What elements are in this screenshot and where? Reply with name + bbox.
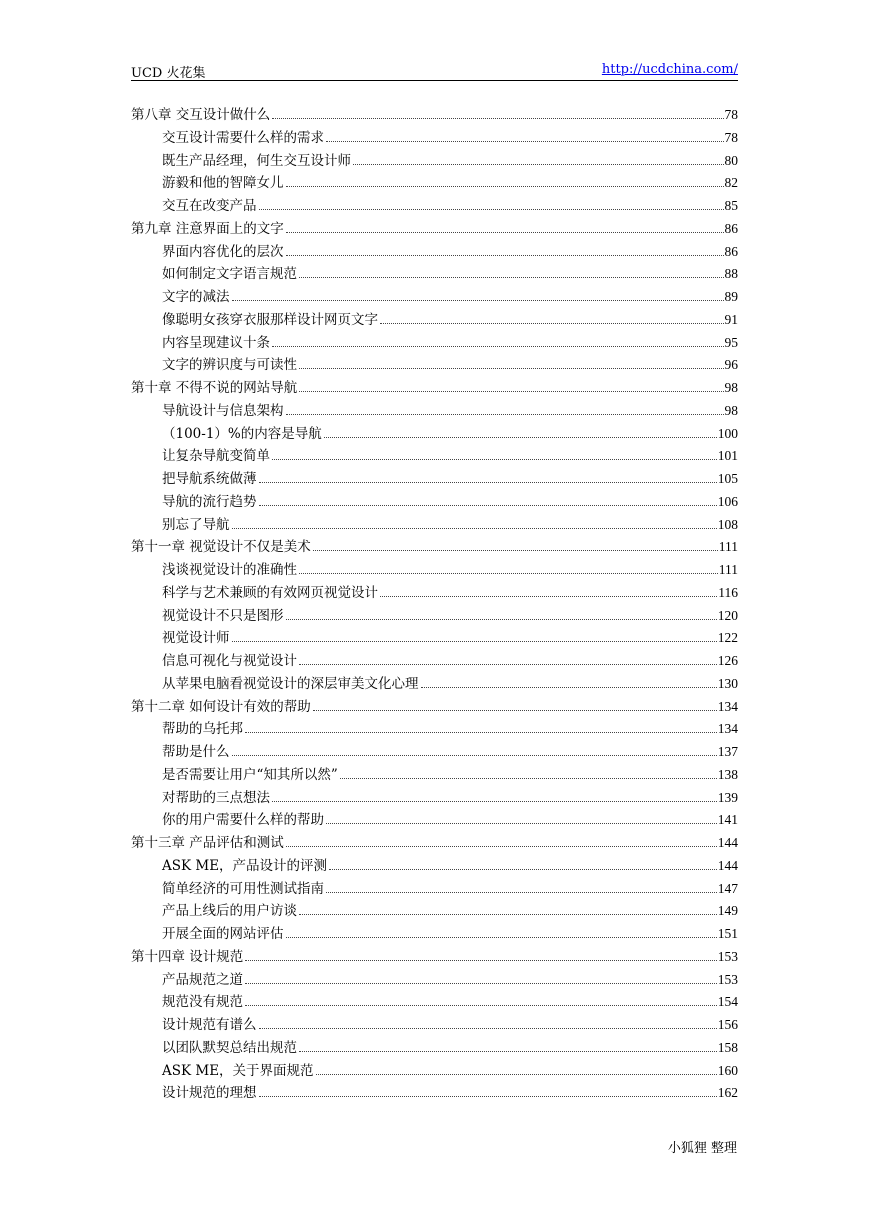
toc-section-entry[interactable] [131, 332, 738, 355]
toc-entry-title: （100-1）%的内容是导航 [162, 425, 322, 442]
toc-section-entry[interactable] [131, 1082, 738, 1105]
toc-page-number: 78 [724, 129, 738, 145]
toc-section-entry[interactable] [131, 559, 738, 582]
toc-page-number: 130 [717, 675, 738, 691]
toc-dot-leader [286, 618, 717, 620]
toc-page-number: 137 [717, 744, 738, 759]
toc-section-entry[interactable] [131, 491, 738, 514]
toc-page-number: 149 [717, 903, 738, 919]
toc-entry-title: 交互设计需要什么样的需求 [162, 129, 324, 146]
toc-section-entry[interactable] [131, 718, 738, 741]
toc-page-number: 85 [724, 198, 738, 213]
toc-section-entry[interactable] [131, 969, 738, 992]
toc-entry-title: 界面内容优化的层次 [162, 243, 284, 260]
toc-page-number: 154 [717, 994, 738, 1010]
toc-page-number: 151 [717, 926, 738, 941]
toc-page-number: 111 [718, 562, 738, 577]
toc-entry-title: 规范没有规范 [162, 994, 243, 1011]
toc-entry-title: 第十四章 设计规范 [131, 948, 244, 965]
toc-entry-title: 第十章 不得不说的网站导航 [131, 380, 298, 396]
toc-dot-leader [340, 777, 717, 779]
toc-section-entry[interactable] [131, 878, 738, 901]
toc-dot-leader [299, 276, 724, 278]
toc-entry-title: 第十一章 视觉设计不仅是美术 [131, 539, 311, 556]
toc-chapter-entry[interactable] [131, 104, 738, 127]
toc-dot-leader [299, 572, 718, 574]
toc-dot-leader [245, 982, 717, 984]
toc-section-entry[interactable] [131, 1060, 738, 1083]
toc-section-entry[interactable] [131, 900, 738, 923]
toc-page-number: 89 [724, 289, 738, 304]
toc-page-number: 122 [717, 630, 738, 646]
toc-page-number: 162 [717, 1085, 738, 1101]
toc-section-entry[interactable] [131, 673, 738, 696]
toc-dot-leader [272, 117, 723, 119]
toc-dot-leader [299, 390, 723, 392]
toc-dot-leader [259, 208, 724, 210]
toc-entry-title: 内容呈现建议十条 [162, 334, 270, 351]
toc-section-entry[interactable] [131, 400, 738, 423]
toc-dot-leader [286, 845, 717, 847]
toc-page-number: 86 [724, 243, 738, 259]
toc-dot-leader [316, 1073, 717, 1075]
toc-entry-title: 简单经济的可用性测试指南 [162, 880, 324, 897]
toc-dot-leader [259, 1095, 717, 1097]
toc-section-entry[interactable] [131, 605, 738, 628]
toc-entry-title: 浅谈视觉设计的准确性 [162, 562, 297, 578]
toc-entry-title: 视觉设计不只是图形 [162, 607, 284, 624]
toc-section-entry[interactable] [131, 741, 738, 764]
toc-entry-title: 导航设计与信息架构 [162, 402, 284, 419]
toc-dot-leader [299, 1050, 717, 1052]
toc-dot-leader [313, 709, 717, 711]
toc-entry-title: 信息可视化与视觉设计 [162, 653, 297, 669]
toc-page-number: 86 [724, 220, 738, 236]
toc-page-number: 134 [717, 721, 738, 737]
toc-dot-leader [286, 185, 724, 187]
toc-page-number: 100 [717, 425, 738, 441]
toc-entry-title: 视觉设计师 [162, 630, 230, 647]
toc-entry-title: 游毅和他的智障女儿 [162, 175, 284, 192]
toc-entry-title: 帮助的乌托邦 [162, 721, 243, 738]
toc-dot-leader [326, 822, 717, 824]
toc-chapter-entry[interactable] [131, 377, 738, 400]
toc-chapter-entry[interactable] [131, 536, 738, 559]
toc-section-entry[interactable] [131, 582, 738, 605]
toc-dot-leader [245, 959, 716, 961]
toc-chapter-entry[interactable] [131, 946, 738, 969]
toc-dot-leader [299, 913, 717, 915]
toc-entry-title: 是否需要让用户“知其所以然” [162, 766, 338, 783]
toc-dot-leader [299, 663, 717, 665]
page-footer: 小狐狸 整理 [667, 1141, 737, 1156]
toc-section-entry[interactable] [131, 650, 738, 673]
toc-page-number: 153 [717, 971, 738, 987]
toc-page-number: 98 [724, 380, 738, 395]
toc-entry-title: 如何制定文字语言规范 [162, 266, 297, 283]
toc-page-number: 98 [724, 402, 738, 418]
toc-section-entry[interactable] [131, 445, 738, 468]
toc-section-entry[interactable] [131, 1037, 738, 1060]
toc-page-number: 139 [717, 789, 738, 805]
toc-page-number: 80 [724, 152, 738, 168]
toc-entry-title: 设计规范的理想 [162, 1085, 257, 1102]
toc-dot-leader [326, 140, 724, 142]
toc-page-number: 141 [717, 812, 738, 828]
toc-section-entry[interactable] [131, 468, 738, 491]
toc-dot-leader [380, 595, 717, 597]
toc-entry-title: ASK ME，关于界面规范 [162, 1062, 314, 1079]
toc-dot-leader [245, 1004, 717, 1006]
toc-section-entry[interactable] [131, 263, 738, 286]
toc-page-number: 144 [717, 835, 738, 850]
toc-section-entry[interactable] [131, 309, 738, 332]
toc-section-entry[interactable] [131, 514, 738, 537]
toc-entry-title: 导航的流行趋势 [162, 493, 257, 510]
toc-page-number: 111 [718, 539, 738, 555]
toc-entry-title: 设计规范有谱么 [162, 1017, 257, 1033]
toc-chapter-entry[interactable] [131, 218, 738, 241]
toc-dot-leader [313, 549, 718, 551]
toc-section-entry[interactable] [131, 172, 738, 195]
toc-entry-title: 第九章 注意界面上的文字 [131, 220, 284, 237]
toc-dot-leader [272, 458, 717, 460]
toc-dot-leader [259, 1027, 717, 1029]
toc-entry-title: 对帮助的三点想法 [162, 789, 270, 806]
toc-page-number: 147 [717, 880, 738, 896]
toc-page-number: 158 [717, 1039, 738, 1055]
toc-entry-title: 第十三章 产品评估和测试 [131, 835, 284, 851]
toc-dot-leader [272, 800, 717, 802]
toc-page-number: 116 [718, 584, 738, 600]
toc-dot-leader [286, 254, 724, 256]
toc-dot-leader [259, 481, 717, 483]
toc-dot-leader [380, 322, 724, 324]
toc-entry-title: 第八章 交互设计做什么 [131, 107, 271, 123]
toc-section-entry[interactable] [131, 241, 738, 264]
toc-entry-title: 既生产品经理，何生交互设计师 [162, 152, 351, 169]
toc-page-number: 106 [717, 493, 738, 509]
toc-dot-leader [232, 640, 717, 642]
toc-section-entry[interactable] [131, 1014, 738, 1037]
toc-page-number: 105 [717, 471, 738, 486]
toc-dot-leader [259, 504, 717, 506]
toc-chapter-entry[interactable] [131, 696, 738, 719]
toc-page-number: 95 [724, 334, 738, 350]
toc-page-number: 153 [717, 948, 738, 964]
toc-chapter-entry[interactable] [131, 832, 738, 855]
toc-entry-title: 文字的辨识度与可读性 [162, 357, 297, 374]
toc-dot-leader [326, 891, 717, 893]
toc-dot-leader [286, 413, 724, 415]
toc-section-entry[interactable] [131, 286, 738, 309]
toc-dot-leader [232, 754, 717, 756]
toc-page-number: 126 [717, 653, 738, 668]
toc-dot-leader [353, 163, 724, 165]
toc-section-entry[interactable] [131, 764, 738, 787]
header-link[interactable]: http://ucdchina.com/ [601, 62, 738, 77]
table-of-contents [131, 104, 738, 1105]
header-title: UCD 火花集 [131, 66, 206, 81]
toc-entry-title: 以团队默契总结出规范 [162, 1039, 297, 1056]
toc-dot-leader [232, 527, 717, 529]
toc-page-number: 160 [717, 1062, 738, 1078]
toc-section-entry[interactable] [131, 991, 738, 1014]
toc-dot-leader [245, 731, 717, 733]
toc-dot-leader [329, 868, 717, 870]
toc-dot-leader [232, 299, 724, 301]
toc-entry-title: 产品规范之道 [162, 971, 243, 988]
toc-entry-title: 别忘了导航 [162, 516, 230, 533]
toc-page-number: 156 [717, 1017, 738, 1032]
toc-dot-leader [286, 231, 724, 233]
toc-entry-title: 交互在改变产品 [162, 198, 257, 214]
toc-dot-leader [286, 936, 717, 938]
toc-section-entry[interactable] [131, 787, 738, 810]
toc-entry-title: 从苹果电脑看视觉设计的深层审美文化心理 [162, 675, 419, 692]
toc-entry-title: ASK ME，产品设计的评测 [162, 857, 328, 874]
toc-entry-title: 让复杂导航变简单 [162, 448, 270, 465]
toc-section-entry[interactable] [131, 150, 738, 173]
toc-entry-title: 帮助是什么 [162, 744, 230, 760]
toc-section-entry[interactable] [131, 354, 738, 377]
toc-page-number: 138 [717, 766, 738, 782]
toc-page-number: 101 [717, 448, 738, 464]
toc-section-entry[interactable] [131, 855, 738, 878]
toc-page-number: 134 [717, 698, 738, 714]
toc-entry-title: 文字的减法 [162, 289, 230, 305]
toc-page-number: 108 [717, 516, 738, 532]
toc-entry-title: 像聪明女孩穿衣服那样设计网页文字 [162, 311, 378, 328]
toc-page-number: 120 [717, 607, 738, 623]
toc-section-entry[interactable] [131, 923, 738, 946]
toc-page-number: 96 [724, 357, 738, 373]
toc-entry-title: 你的用户需要什么样的帮助 [162, 812, 324, 829]
toc-page-number: 82 [724, 175, 738, 191]
toc-dot-leader [421, 686, 717, 688]
toc-page-number: 88 [724, 266, 738, 282]
page-header [131, 61, 738, 81]
toc-section-entry[interactable] [131, 423, 738, 446]
toc-entry-title: 产品上线后的用户访谈 [162, 903, 297, 920]
toc-dot-leader [324, 436, 717, 438]
toc-dot-leader [299, 367, 724, 369]
toc-section-entry[interactable] [131, 627, 738, 650]
toc-section-entry[interactable] [131, 127, 738, 150]
toc-page-number: 144 [717, 857, 738, 873]
toc-entry-title: 科学与艺术兼顾的有效网页视觉设计 [162, 584, 378, 601]
toc-entry-title: 开展全面的网站评估 [162, 926, 284, 942]
toc-page-number: 91 [724, 311, 738, 327]
toc-page-number: 78 [724, 107, 738, 122]
toc-entry-title: 第十二章 如何设计有效的帮助 [131, 698, 311, 715]
toc-section-entry[interactable] [131, 809, 738, 832]
toc-section-entry[interactable] [131, 195, 738, 218]
toc-dot-leader [272, 345, 724, 347]
toc-entry-title: 把导航系统做薄 [162, 471, 257, 487]
